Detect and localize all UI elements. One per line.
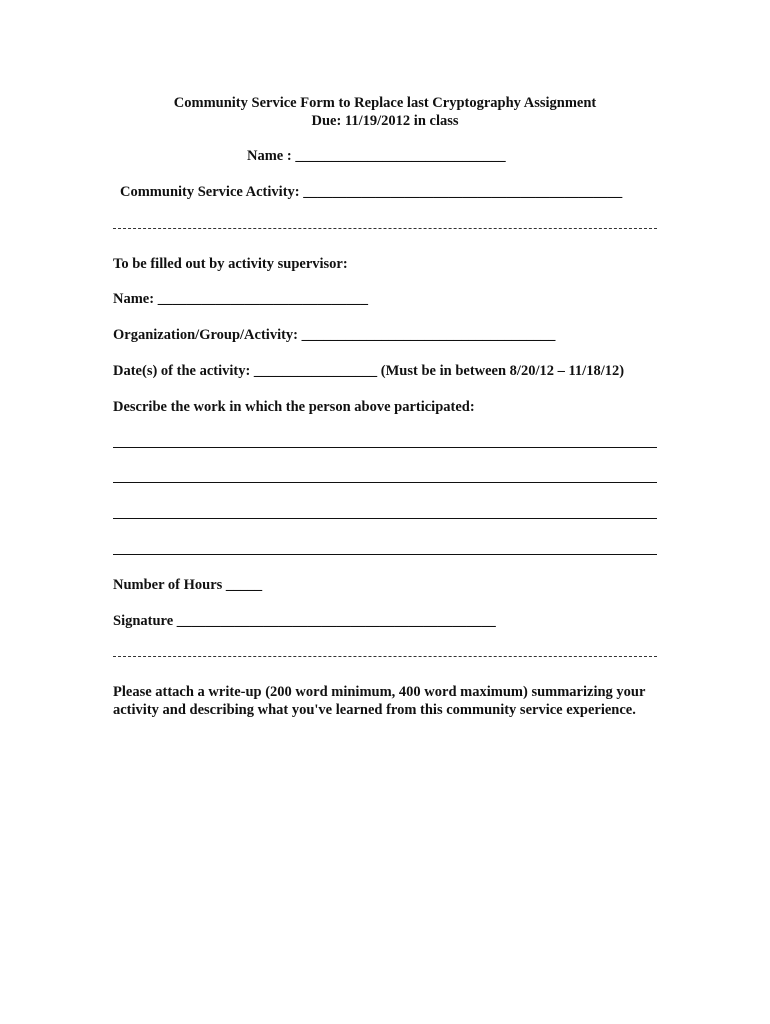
form-title: Community Service Form to Replace last Cryptography Assignment [173,95,597,111]
description-line-2[interactable] [113,482,657,483]
describe-work-label: Describe the work in which the person above participated: [113,399,475,415]
activity-dates-field[interactable]: Date(s) of the activity: _________________ (Must be in between 8/20/12 – 11/18/12) [113,363,625,379]
description-line-3[interactable] [113,518,657,519]
signature-field[interactable]: Signature ____________________________________________ [113,613,496,629]
supervisor-name-field[interactable]: Name: _____________________________ [113,291,368,307]
community-service-activity-field[interactable]: Community Service Activity: ____________________________________________ [120,184,623,200]
organization-field[interactable]: Organization/Group/Activity: ___________________________________ [113,327,556,343]
number-of-hours-field[interactable]: Number of Hours _____ [113,577,263,593]
due-date: Due: 11/19/2012 in class [311,113,459,129]
description-line-1[interactable] [113,447,657,448]
supervisor-heading: To be filled out by activity supervisor: [113,256,348,272]
section-separator-top [113,228,657,229]
section-separator-bottom [113,656,657,657]
student-name-field[interactable]: Name : _____________________________ [247,148,506,164]
description-line-4[interactable] [113,554,657,555]
write-up-instructions: Please attach a write-up (200 word minimum, 400 word maximum) summarizing your activity and describing what you've learned from this community service experience. [113,684,646,718]
